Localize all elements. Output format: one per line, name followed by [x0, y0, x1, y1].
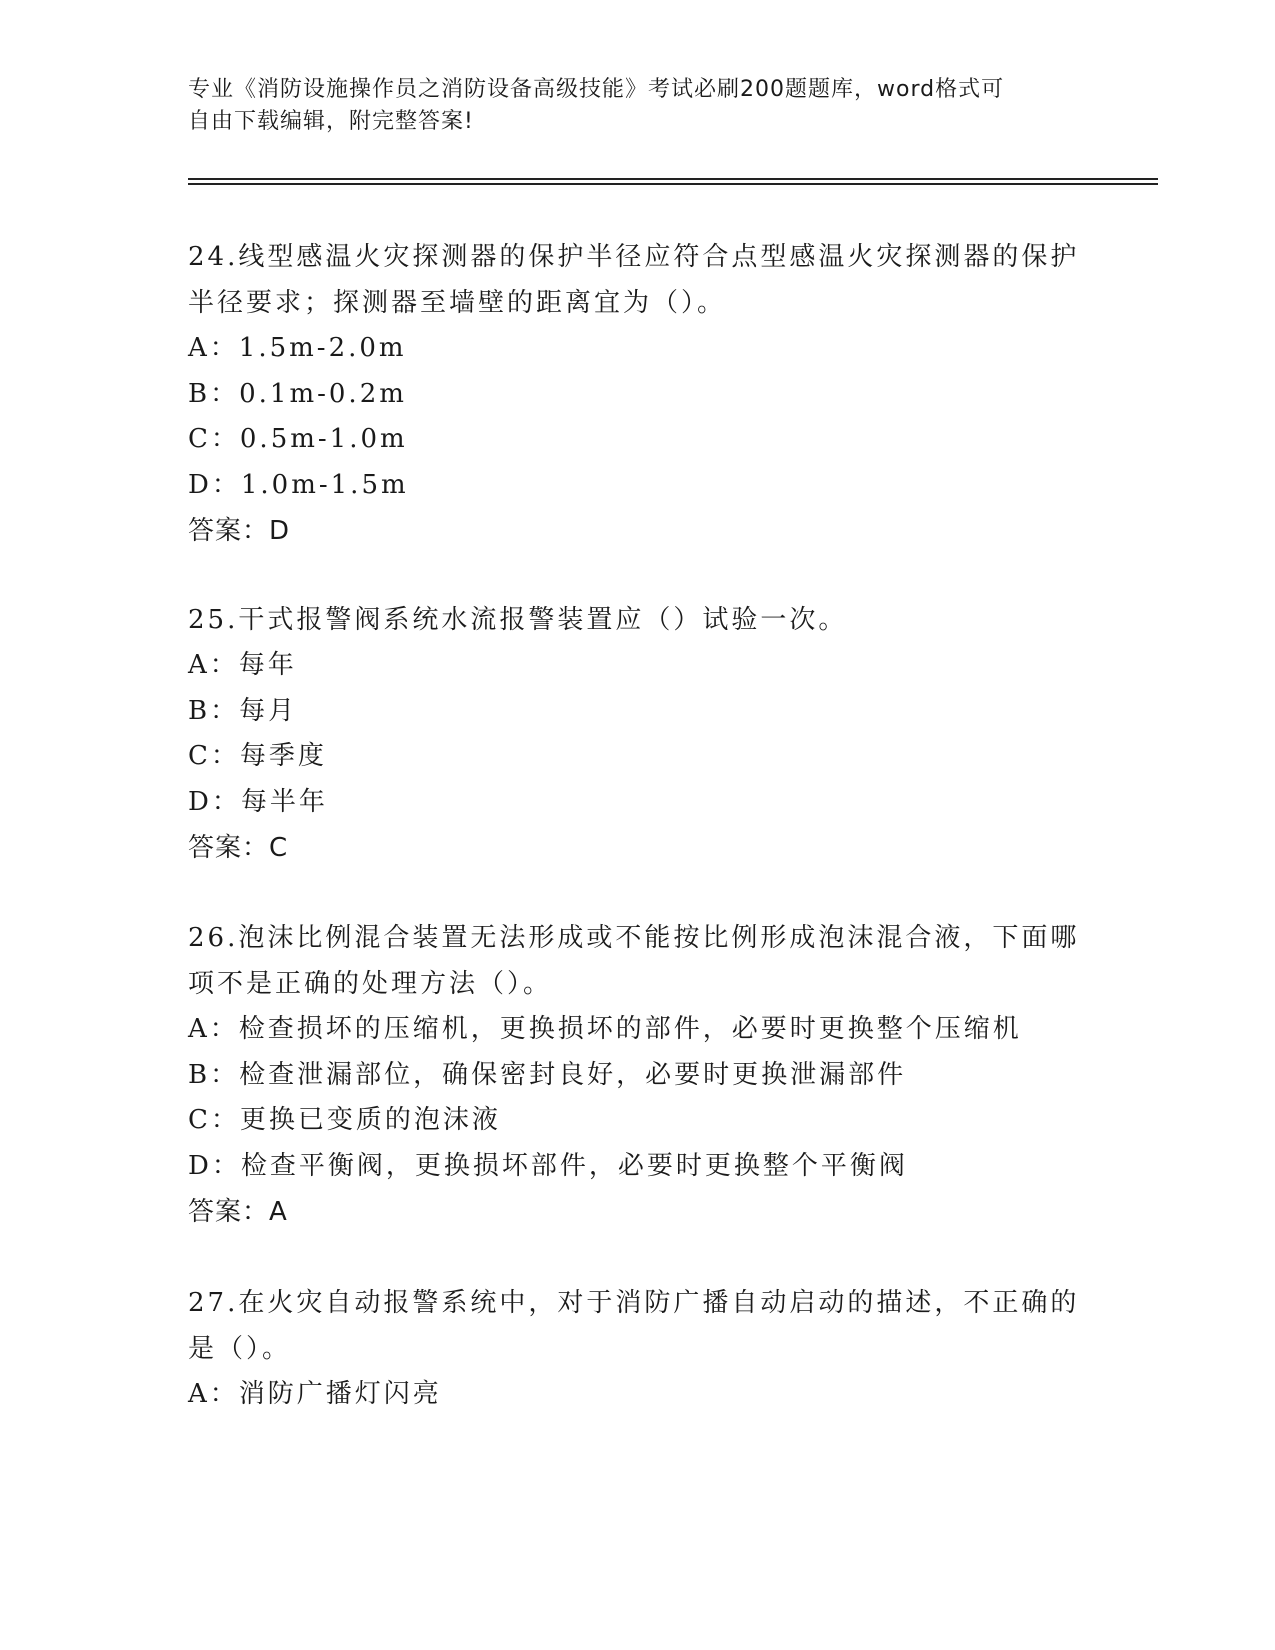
option-b: B：检查泄漏部位，确保密封良好，必要时更换泄漏部件: [188, 1059, 907, 1090]
question-stem-line: 26.泡沫比例混合装置无法形成或不能按比例形成泡沫混合液，下面哪: [188, 923, 1080, 953]
option-a: A：消防广播灯闪亮: [188, 1379, 442, 1409]
header-divider-bottom: [188, 183, 1158, 185]
question-stem-line: 24.线型感温火灾探测器的保护半径应符合点型感温火灾探测器的保护: [188, 242, 1080, 272]
question-stem-line: 项不是正确的处理方法（）。: [188, 969, 553, 999]
answer-line: 答案：A: [188, 1197, 288, 1227]
option-b: B：0.1m-0.2m: [188, 378, 407, 409]
option-d: D：每半年: [188, 786, 328, 817]
option-a: A：每年: [188, 650, 297, 680]
question-25: [188, 597, 1088, 871]
document-header: [188, 74, 1088, 138]
option-c: C：0.5m-1.0m: [188, 424, 408, 454]
question-26: [188, 915, 1088, 1235]
option-a: A：检查损坏的压缩机，更换损坏的部件，必要时更换整个压缩机: [188, 1014, 1022, 1044]
header-line-1: 专业《消防设施操作员之消防设备高级技能》考试必刷200题题库，word格式可: [188, 77, 1005, 102]
option-b: B：每月: [188, 695, 298, 726]
question-stem-line: 是（）。: [188, 1334, 292, 1364]
question-stem-line: 半径要求；探测器至墙壁的距离宜为（）。: [188, 288, 727, 318]
header-line-2: 自由下载编辑，附完整答案!: [188, 109, 474, 134]
option-d: D：检查平衡阀，更换损坏部件，必要时更换整个平衡阀: [188, 1150, 908, 1181]
question-27: [188, 1280, 1088, 1418]
option-c: C：每季度: [188, 741, 327, 771]
answer-line: 答案：D: [188, 516, 291, 546]
option-c: C：更换已变质的泡沫液: [188, 1105, 501, 1135]
option-d: D：1.0m-1.5m: [188, 469, 409, 500]
answer-line: 答案：C: [188, 833, 289, 863]
header-divider-top: [188, 178, 1158, 180]
option-a: A：1.5m-2.0m: [188, 333, 407, 363]
question-stem-line: 27.在火灾自动报警系统中，对于消防广播自动启动的描述，不正确的: [188, 1288, 1080, 1318]
question-24: [188, 234, 1088, 554]
question-stem-line: 25.干式报警阀系统水流报警装置应（）试验一次。: [188, 605, 848, 635]
